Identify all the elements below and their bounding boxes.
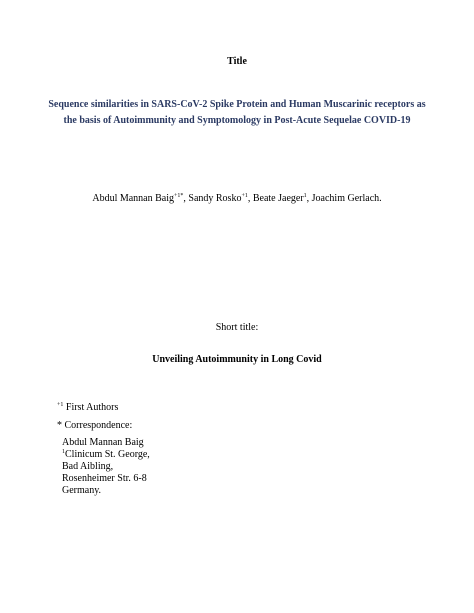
address-line — [62, 449, 150, 461]
author-name: Joachim Gerlach. — [311, 193, 382, 204]
author-separator: , — [306, 193, 312, 204]
first-authors-footnote — [57, 402, 118, 413]
author-name: Sandy Rosko — [188, 193, 242, 204]
address-name: Abdul Mannan Baig — [62, 437, 144, 448]
address-line: Germany. — [62, 485, 102, 496]
paper-title-line-2: the basis of Autoimmunity and Symptomology in Post-Acute Sequelae COVID-19 — [63, 115, 411, 126]
paper-title — [0, 97, 474, 129]
footnote-text: First Authors — [63, 402, 119, 413]
short-title-label: Short title: — [215, 322, 259, 333]
author-separator: , — [247, 193, 253, 204]
author-affiliation: +1* — [174, 193, 184, 199]
author-name: Abdul Mannan Baig — [92, 193, 174, 204]
author-list — [0, 193, 474, 204]
address-line: Rosenheimer Str. 6-8 — [62, 473, 147, 484]
correspondence-address — [62, 437, 150, 497]
author-separator: , — [183, 193, 189, 204]
paper-title-line-1: Sequence similarities in SARS-CoV-2 Spike Protein and Human Muscarinic receptors as — [48, 99, 426, 110]
short-title: Unveiling Autoimmunity in Long Covid — [152, 354, 322, 365]
author-affiliation: 1 — [303, 193, 307, 199]
address-line: Bad Aibling, — [62, 461, 114, 472]
address-affiliation: 1 — [62, 449, 65, 455]
author-name: Beate Jaeger — [252, 193, 304, 204]
address-line-text: Clinicum St. George, — [65, 449, 150, 460]
correspondence-label: * Correspondence: — [57, 420, 133, 431]
author-affiliation: +1 — [241, 193, 248, 199]
page-heading: Title — [227, 56, 247, 67]
footnote-marker: +1 — [57, 402, 64, 408]
